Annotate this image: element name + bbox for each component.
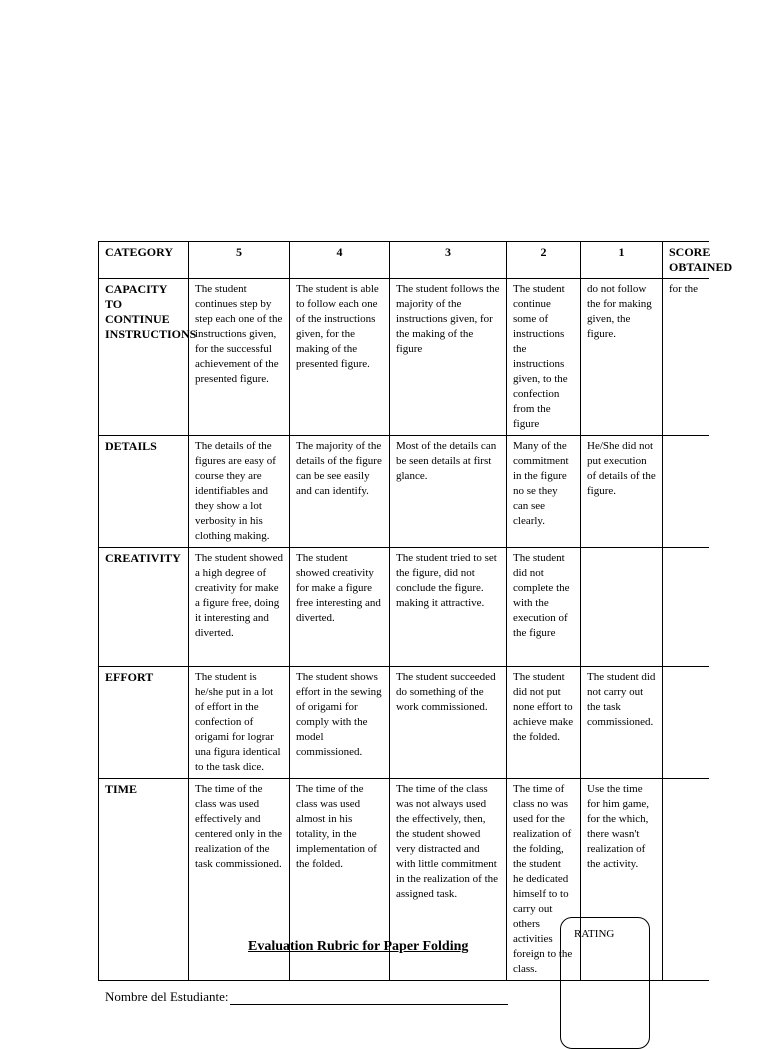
header-row — [99, 242, 709, 279]
table-row-creativity — [99, 548, 709, 667]
header-score-1: 1 — [581, 242, 663, 279]
cell-2: The student did not complete the with the execution of the figure — [507, 548, 581, 667]
cell-3: Most of the details can be seen details at first glance. — [390, 436, 507, 548]
cell-5: The student showed a high degree of creativity for make a figure free, doing it interesting and diverted. — [189, 548, 290, 667]
cell-score — [663, 667, 709, 779]
cell-1 — [581, 548, 663, 667]
cell-4: The student shows effort in the sewing of origami for comply with the model commissioned. — [290, 667, 390, 779]
cell-3: The student tried to set the figure, did not conclude the figure. making it attractive. — [390, 548, 507, 667]
rating-box — [560, 917, 650, 1049]
cell-1: He/She did not put execution of details of the figure. — [581, 436, 663, 548]
cell-1: Use the time for him game, for the which, there wasn't realization of the activity. — [581, 779, 663, 981]
table-row-capacity — [99, 279, 709, 436]
table-row-effort — [99, 667, 709, 779]
cell-1: do not follow the for making given, the figure. — [581, 279, 663, 436]
cell-2: The time of class no was used for the realization of the folding, the student he dedicated himself to to carry out others activities foreign to the class. — [507, 779, 581, 981]
header-score-2: 2 — [507, 242, 581, 279]
rubric-table — [98, 241, 733, 981]
row-category: CREATIVITY — [99, 548, 189, 667]
cell-3: The student succeeded do something of the work commissioned. — [390, 667, 507, 779]
header-score-3: 3 — [390, 242, 507, 279]
cell-score: for the — [663, 279, 709, 436]
cell-2: Many of the commitment in the figure no se they can see clearly. — [507, 436, 581, 548]
cell-5: The time of the class was used effectively and centered only in the realization of the task commissioned. — [189, 779, 290, 981]
row-category: TIME — [99, 779, 189, 981]
cell-4: The student showed creativity for make a figure free interesting and diverted. — [290, 548, 390, 667]
header-score-obtained: SCORE OBTAINED — [663, 242, 709, 279]
cell-5: The details of the figures are easy of course they are identifiables and they show a lot verbosity in his clothing making. — [189, 436, 290, 548]
cell-4: The majority of the details of the figure can be see easily and can identify. — [290, 436, 390, 548]
row-category: DETAILS — [99, 436, 189, 548]
header-score-5: 5 — [189, 242, 290, 279]
rubric-title: Evaluation Rubric for Paper Folding — [248, 939, 469, 954]
cell-score — [663, 779, 709, 981]
cell-3: The student follows the majority of the instructions given, for the making of the figure — [390, 279, 507, 436]
cell-score — [663, 548, 709, 667]
cell-3: The time of the class was not always used the effectively, then, the student showed very distracted and with little commitment in the realization of the assigned task. — [390, 779, 507, 981]
cell-1: The student did not carry out the task commissioned. — [581, 667, 663, 779]
cell-score — [663, 436, 709, 548]
student-name-label: Nombre del Estudiante: — [105, 989, 229, 1004]
header-score-4: 4 — [290, 242, 390, 279]
row-category: EFFORT — [99, 667, 189, 779]
student-name-line — [230, 992, 508, 1005]
cell-2: The student did not put none effort to achieve make the folded. — [507, 667, 581, 779]
table-row-details — [99, 436, 709, 548]
student-name-field — [105, 989, 508, 1005]
cell-5: The student is he/she put in a lot of effort in the confection of origami for lograr una figura identical to the task dice. — [189, 667, 290, 779]
cell-4: The time of the class was used almost in his totality, in the implementation of the folded. — [290, 779, 390, 981]
row-category: CAPACITY TO CONTINUE INSTRUCTIONS — [99, 279, 189, 436]
cell-2: The student continue some of instructions the instructions given, to the confection from the figure — [507, 279, 581, 436]
header-category: CATEGORY — [99, 242, 189, 279]
cell-4: The student is able to follow each one of the instructions given, for the making of the presented figure. — [290, 279, 390, 436]
rating-label: RATING — [574, 928, 615, 940]
cell-5: The student continues step by step each one of the instructions given, for the successful achievement of the presented figure. — [189, 279, 290, 436]
